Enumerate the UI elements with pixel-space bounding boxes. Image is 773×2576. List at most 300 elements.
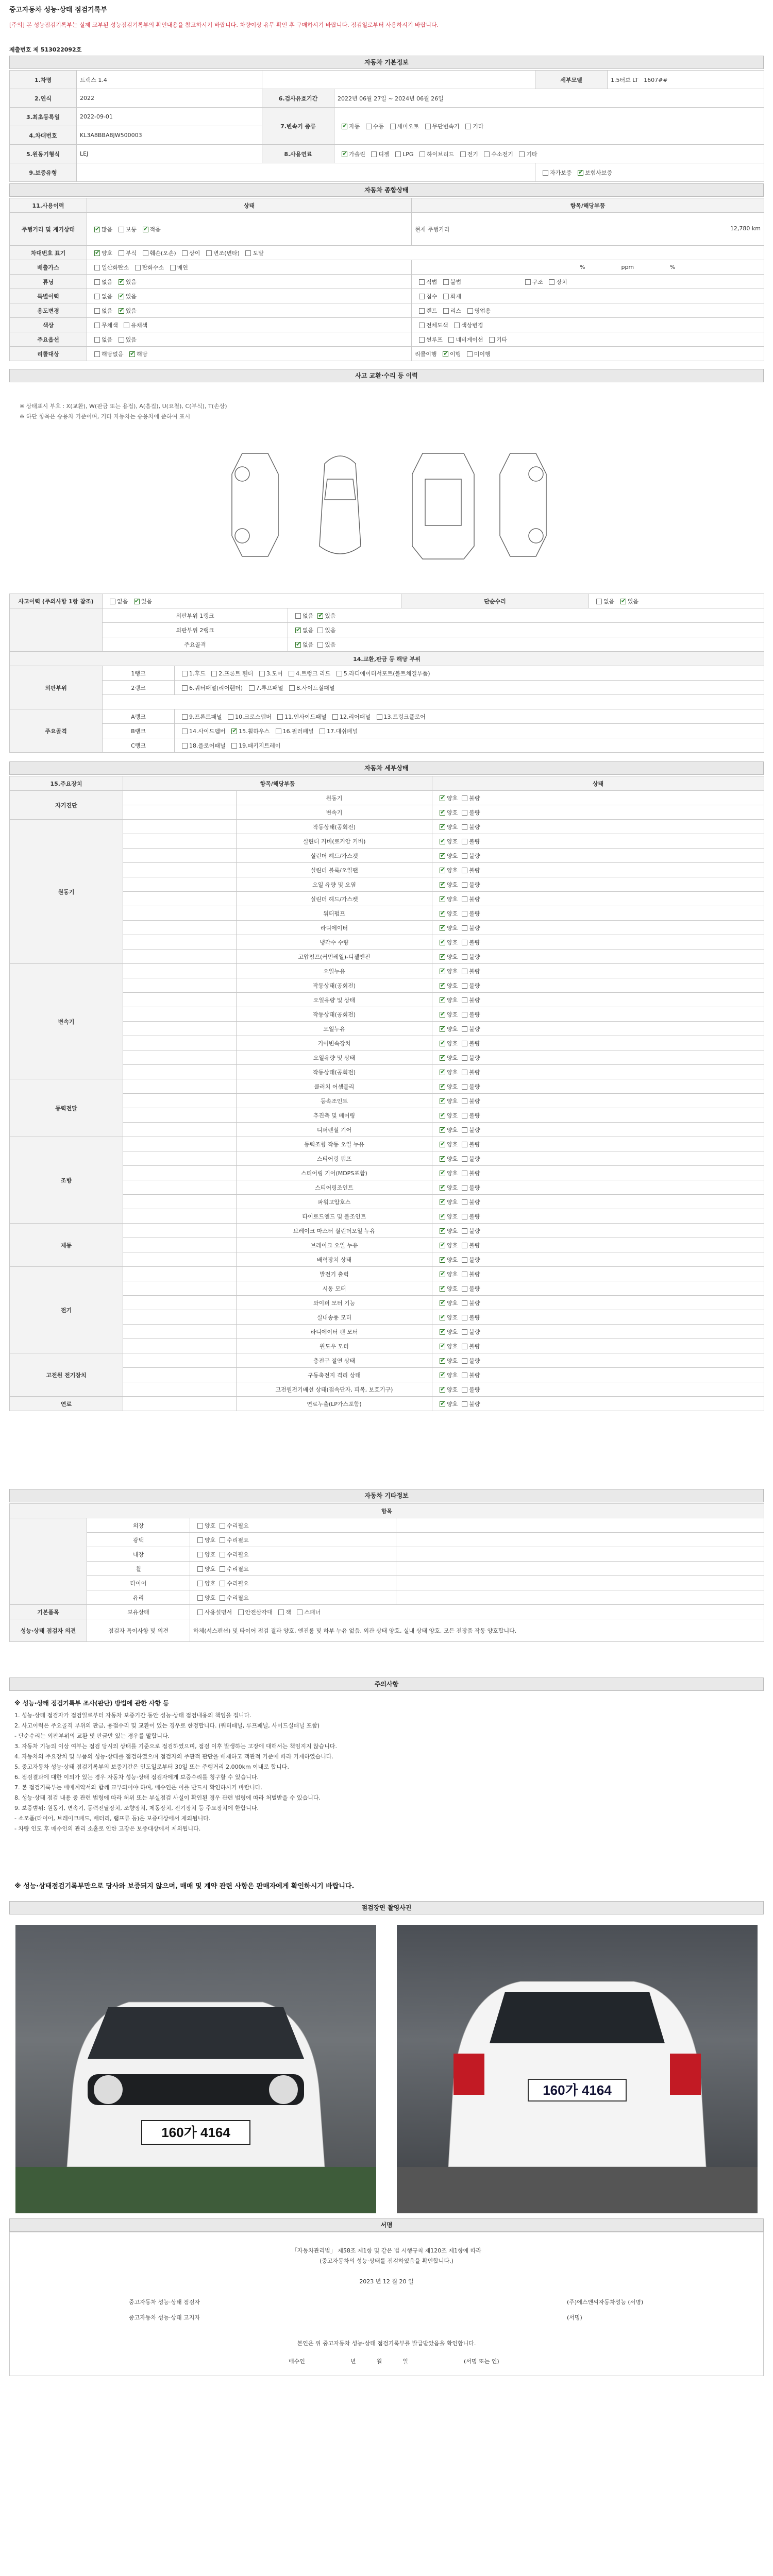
detail-sub-blank	[123, 1339, 237, 1353]
label-special: 특별이력	[10, 289, 87, 303]
checkbox-part-9[interactable]	[182, 714, 188, 720]
checkbox-part-13[interactable]	[377, 714, 382, 720]
checkbox-bad[interactable]	[462, 839, 467, 844]
checkbox-ok[interactable]	[440, 1315, 445, 1320]
checkbox-part-5[interactable]	[337, 671, 342, 676]
checkbox-repair-none[interactable]	[596, 599, 602, 604]
checkbox-part-3[interactable]	[259, 671, 265, 676]
checkbox-ok[interactable]	[440, 1185, 445, 1191]
other-row-3: 내장	[87, 1547, 190, 1562]
checkbox-ok[interactable]	[440, 1156, 445, 1162]
checkbox-bad[interactable]	[462, 795, 467, 801]
checkbox-bad[interactable]	[462, 1041, 467, 1046]
checkbox-bad[interactable]	[462, 954, 467, 960]
detail-item-label: 발전기 출력	[237, 1267, 432, 1281]
checkbox-special-none[interactable]	[94, 294, 100, 299]
opt-o3-repair: 수리필요	[227, 1551, 249, 1558]
grade-outer: 외판부위	[10, 666, 103, 709]
detail-row	[10, 1382, 764, 1397]
checkbox-diesel[interactable]	[371, 151, 377, 157]
checkbox-bad[interactable]	[462, 940, 467, 945]
checkbox-full-paint[interactable]	[419, 323, 425, 328]
opt-few: 적음	[149, 226, 161, 233]
checkbox-ok[interactable]	[440, 983, 445, 989]
photo-front	[15, 1925, 376, 2213]
checkbox-part-19[interactable]	[231, 743, 237, 749]
checkbox-ok[interactable]	[440, 997, 445, 1003]
checkbox-r3-have[interactable]	[317, 642, 323, 648]
checkbox-bad[interactable]	[462, 1243, 467, 1248]
detail-item-status	[432, 834, 764, 849]
opt-bad: 불량	[469, 968, 480, 975]
checkbox-ok[interactable]	[440, 1243, 445, 1248]
detail-item-status	[432, 877, 764, 892]
checkbox-ok[interactable]	[440, 1344, 445, 1349]
checkbox-hc[interactable]	[135, 265, 141, 270]
checkbox-self-warranty[interactable]	[543, 170, 548, 176]
detail-item-status	[432, 1065, 764, 1079]
opt-bad: 불량	[469, 838, 480, 845]
checkbox-r3-none[interactable]	[295, 642, 301, 648]
checkbox-jack[interactable]	[278, 1609, 284, 1615]
checkbox-bad[interactable]	[462, 1401, 467, 1407]
checkbox-bad[interactable]	[462, 1272, 467, 1277]
emission-options	[87, 260, 412, 275]
checkbox-bad[interactable]	[462, 853, 467, 859]
checkbox-r2-none[interactable]	[295, 628, 301, 633]
opt-legal: 적법	[426, 278, 438, 285]
checkbox-bad[interactable]	[462, 882, 467, 888]
opinion-text: 하체(서스펜션) 및 타이어 점검 결과 양호, 엔진룸 및 하부 누유 없음. 외관 상태 양호, 실내 상태 양호. 모든 전장품 작동 양호합니다.	[190, 1619, 764, 1642]
checkbox-bad[interactable]	[462, 1113, 467, 1118]
col-usage: 11.사용이력	[10, 198, 87, 213]
checkbox-many[interactable]	[94, 227, 100, 232]
opt-opt-other: 기타	[496, 336, 508, 343]
opt-usage-have: 있음	[125, 307, 137, 314]
checkbox-part-10[interactable]	[228, 714, 233, 720]
checkbox-vin-rust[interactable]	[119, 250, 124, 256]
detail-item-label: 스티어링 기어(MDPS포함)	[237, 1166, 432, 1180]
checkbox-o1-good[interactable]	[197, 1523, 203, 1529]
checkbox-part-16[interactable]	[276, 728, 281, 734]
checkbox-bad[interactable]	[462, 896, 467, 902]
checkbox-vin-paint[interactable]	[245, 250, 251, 256]
checkbox-triangle[interactable]	[238, 1609, 244, 1615]
opt-special-none: 없음	[102, 293, 113, 300]
checkbox-bad[interactable]	[462, 983, 467, 989]
checkbox-bad[interactable]	[462, 1344, 467, 1349]
checkbox-r2-have[interactable]	[317, 628, 323, 633]
checkbox-part-6[interactable]	[182, 685, 188, 691]
detail-group-name: 조향	[10, 1137, 123, 1224]
checkbox-ok[interactable]	[440, 1012, 445, 1018]
checkbox-vin-alter[interactable]	[206, 250, 212, 256]
checkbox-bad[interactable]	[462, 1257, 467, 1263]
checkbox-ok[interactable]	[440, 1257, 445, 1263]
checkbox-bad[interactable]	[462, 1012, 467, 1018]
grade-rank2: 2랭크	[103, 681, 175, 695]
checkbox-repair-have[interactable]	[620, 599, 626, 604]
checkbox-manual-book[interactable]	[197, 1609, 203, 1615]
checkbox-bad[interactable]	[462, 1300, 467, 1306]
other-row-1-note	[396, 1518, 764, 1533]
checkbox-ok[interactable]	[440, 1127, 445, 1133]
checkbox-vin-damage[interactable]	[143, 250, 148, 256]
checkbox-bad[interactable]	[462, 1372, 467, 1378]
checkbox-fuel-other[interactable]	[519, 151, 525, 157]
detail-item-label: 고전원전기배선 상태(접속단자, 피복, 보호기구)	[237, 1382, 432, 1397]
checkbox-ok[interactable]	[440, 1329, 445, 1335]
checkbox-insurer-warranty[interactable]	[578, 170, 583, 176]
checkbox-part-15[interactable]	[231, 728, 237, 734]
checkbox-ok[interactable]	[440, 1070, 445, 1075]
checkbox-bad[interactable]	[462, 1228, 467, 1234]
checkbox-accident-have[interactable]	[134, 599, 140, 604]
note-line: 9. 보증범위: 원동기, 변속기, 동력전달장치, 조향장치, 제동장치, 전기장치 등 주요장치에 한합니다.	[14, 1805, 259, 1811]
checkbox-semi[interactable]	[390, 124, 396, 129]
checkbox-part-2[interactable]	[211, 671, 217, 676]
label-mileage: 주행거리 및 계기상태	[10, 213, 87, 246]
usage-options	[87, 303, 412, 318]
checkbox-accident-none[interactable]	[110, 599, 115, 604]
checkbox-hydrogen[interactable]	[484, 151, 490, 157]
detail-item-label: 작동상태(공회전)	[237, 1065, 432, 1079]
sign-law: 「자동차관리법」 제58조 제1항 및 같은 법 시행규칙 제120조 제1항에 따라	[291, 2247, 482, 2254]
checkbox-flood[interactable]	[419, 294, 425, 299]
checkbox-recall-notdone[interactable]	[467, 351, 473, 357]
checkbox-options-none[interactable]	[94, 337, 100, 343]
checkbox-bad[interactable]	[462, 1084, 467, 1090]
checkbox-auto[interactable]	[342, 124, 347, 129]
warranty-blank	[77, 163, 535, 182]
checkbox-bad[interactable]	[462, 997, 467, 1003]
checkbox-part-7[interactable]	[249, 685, 255, 691]
opt-ok: 양호	[447, 838, 458, 845]
checkbox-chromatic[interactable]	[124, 323, 129, 328]
detail-sub-blank	[123, 1224, 237, 1238]
checkbox-illegal[interactable]	[443, 279, 449, 285]
checkbox-ok[interactable]	[440, 1272, 445, 1277]
detail-item-status	[432, 1353, 764, 1368]
checkbox-bad[interactable]	[462, 810, 467, 816]
detail-item-status	[432, 805, 764, 820]
part-9: 9.프론트패널	[189, 713, 222, 720]
detail-sub-blank	[123, 993, 237, 1007]
checkbox-o6-good[interactable]	[197, 1595, 203, 1601]
label-vin-mark: 차대번호 표기	[10, 246, 87, 260]
checkbox-r1-have[interactable]	[317, 613, 323, 619]
checkbox-o3-repair[interactable]	[220, 1552, 225, 1557]
checkbox-o6-repair[interactable]	[220, 1595, 225, 1601]
checkbox-ok[interactable]	[440, 1084, 445, 1090]
checkbox-structure[interactable]	[525, 279, 531, 285]
checkbox-tuning-have[interactable]	[119, 279, 124, 285]
opt-o5-good: 양호	[205, 1580, 216, 1587]
checkbox-normal[interactable]	[119, 227, 124, 232]
checkbox-ok[interactable]	[440, 1171, 445, 1176]
checkbox-ok[interactable]	[440, 1214, 445, 1219]
checkbox-o2-repair[interactable]	[220, 1537, 225, 1543]
checkbox-bad[interactable]	[462, 1315, 467, 1320]
checkbox-o5-repair[interactable]	[220, 1581, 225, 1586]
checkbox-bad[interactable]	[462, 911, 467, 917]
checkbox-electric[interactable]	[460, 151, 466, 157]
checkbox-r1-none[interactable]	[295, 613, 301, 619]
transmission-options	[334, 108, 764, 145]
checkbox-ok[interactable]	[440, 810, 445, 816]
opt-tuning-have: 있음	[125, 278, 137, 285]
checkbox-special-have[interactable]	[119, 294, 124, 299]
color-options	[87, 318, 412, 332]
grade-frame: 주요골격	[10, 709, 103, 753]
checkbox-ok[interactable]	[440, 1041, 445, 1046]
checkbox-gasoline[interactable]	[342, 151, 347, 157]
checkbox-part-4[interactable]	[289, 671, 294, 676]
detail-row	[10, 1310, 764, 1325]
checkbox-recall-done[interactable]	[443, 351, 448, 357]
checkbox-ok[interactable]	[440, 853, 445, 859]
detail-item-label: 작동상태(공회전)	[237, 978, 432, 993]
document-title: 중고자동차 성능·상태 점검기록부	[9, 6, 107, 14]
warranty-options	[535, 163, 764, 182]
checkbox-manual[interactable]	[366, 124, 372, 129]
checkbox-bad[interactable]	[462, 1329, 467, 1335]
detail-row	[10, 1296, 764, 1310]
checkbox-bad[interactable]	[462, 1055, 467, 1061]
checkbox-bad[interactable]	[462, 1142, 467, 1147]
detail-item-status	[432, 1281, 764, 1296]
opt-bad: 불량	[469, 1184, 480, 1191]
opt-r3-none: 없음	[303, 641, 314, 648]
detail-item-status	[432, 906, 764, 921]
checkbox-bad[interactable]	[462, 1387, 467, 1393]
checkbox-usage-have[interactable]	[119, 308, 124, 314]
opt-r1-have: 있음	[325, 612, 336, 619]
checkbox-o4-good[interactable]	[197, 1566, 203, 1572]
checkbox-ok[interactable]	[440, 1372, 445, 1378]
legend-line2: ※ 하단 항목은 승용차 기준이며, 기타 자동차는 승용차에 준하여 표시	[20, 413, 191, 420]
notice-text: [주의] 본 성능점검기록부는 실제 교부된 성능점검기록부의 확인내용을 참고하시기 바랍니다. 차량이상 유무 확인 후 구매하시기 바랍니다. 점검일로부터 사용하시기 바랍니다.	[9, 22, 439, 28]
part-15: 15.휠하우스	[239, 727, 270, 735]
checkbox-part-8[interactable]	[289, 685, 295, 691]
checkbox-bad[interactable]	[462, 868, 467, 873]
detail-sub-blank	[123, 1151, 237, 1166]
checkbox-ok[interactable]	[440, 1286, 445, 1292]
checkbox-spanner[interactable]	[297, 1609, 303, 1615]
checkbox-bad[interactable]	[462, 1026, 467, 1032]
checkbox-color-change[interactable]	[454, 323, 460, 328]
checkbox-fire[interactable]	[443, 294, 449, 299]
detail-item-label: 시동 모터	[237, 1281, 432, 1296]
label-accident-history: 사고이력 (주의사항 1항 참조)	[10, 594, 103, 608]
label-first-reg: 3.최초등록일	[10, 108, 77, 126]
detail-item-label: 충전구 절연 상태	[237, 1353, 432, 1368]
checkbox-ok[interactable]	[440, 824, 445, 830]
accident-rank-header	[10, 608, 103, 652]
checkbox-bad[interactable]	[462, 1199, 467, 1205]
opt-r2-none: 없음	[303, 626, 314, 634]
checkbox-other[interactable]	[465, 124, 471, 129]
checkbox-vin-diff[interactable]	[182, 250, 188, 256]
checkbox-bad[interactable]	[462, 1171, 467, 1176]
opt-bad: 불량	[469, 996, 480, 1004]
grade-a-parts	[175, 709, 764, 724]
checkbox-part-17[interactable]	[320, 728, 325, 734]
checkbox-lpg[interactable]	[395, 151, 401, 157]
detail-group-name: 변속기	[10, 964, 123, 1079]
checkbox-part-18[interactable]	[182, 743, 188, 749]
checkbox-ok[interactable]	[440, 882, 445, 888]
opt-rent: 렌트	[426, 307, 438, 314]
detail-item-label: 워터펌프	[237, 906, 432, 921]
checkbox-ok[interactable]	[440, 1098, 445, 1104]
detail-sub-blank	[123, 921, 237, 935]
checkbox-bad[interactable]	[462, 824, 467, 830]
opt-o2-good: 양호	[205, 1536, 216, 1544]
detail-item-label: 와이퍼 모터 기능	[237, 1296, 432, 1310]
section-accident: 사고 교환·수리 등 이력	[9, 369, 764, 382]
checkbox-bad[interactable]	[462, 1127, 467, 1133]
checkbox-ok[interactable]	[440, 1142, 445, 1147]
checkbox-bad[interactable]	[462, 1185, 467, 1191]
checkbox-device[interactable]	[549, 279, 554, 285]
checkbox-smoke[interactable]	[170, 265, 176, 270]
section-sign: 서명	[9, 2218, 764, 2232]
checkbox-bad[interactable]	[462, 925, 467, 931]
checkbox-ok[interactable]	[440, 969, 445, 974]
opt-navi: 네비게이션	[456, 336, 483, 343]
checkbox-sunroof[interactable]	[419, 337, 425, 343]
detail-sub-blank	[123, 791, 237, 805]
checkbox-part-1[interactable]	[182, 671, 188, 676]
checkbox-part-12[interactable]	[332, 714, 338, 720]
checkbox-o1-repair[interactable]	[220, 1523, 225, 1529]
checkbox-ok[interactable]	[440, 1300, 445, 1306]
detail-row	[10, 863, 764, 877]
checkbox-bad[interactable]	[462, 1070, 467, 1075]
checkbox-o3-good[interactable]	[197, 1552, 203, 1557]
checkbox-bad[interactable]	[462, 1358, 467, 1364]
opt-ok: 양호	[447, 924, 458, 931]
checkbox-o2-good[interactable]	[197, 1537, 203, 1543]
detail-item-status	[432, 820, 764, 834]
checkbox-business[interactable]	[467, 308, 473, 314]
checkbox-tuning-none[interactable]	[94, 279, 100, 285]
checkbox-ok[interactable]	[440, 911, 445, 917]
sign-law2: (중고자동차의 성능·상태를 점검하였음을 확인합니다.)	[320, 2258, 453, 2264]
checkbox-ok[interactable]	[440, 1401, 445, 1407]
opt-recall-none: 해당없음	[102, 350, 124, 358]
checkbox-bad[interactable]	[462, 1286, 467, 1292]
opt-tuning-none: 없음	[102, 278, 113, 285]
checkbox-ok[interactable]	[440, 795, 445, 801]
checkbox-legal[interactable]	[419, 279, 425, 285]
checkbox-rent[interactable]	[419, 308, 425, 314]
grade-rank2-parts	[175, 681, 764, 695]
detail-item-label: 구동축전지 격리 상태	[237, 1368, 432, 1382]
label-recall: 리콜대상	[10, 347, 87, 361]
checkbox-part-14[interactable]	[182, 728, 188, 734]
detail-row	[10, 1397, 764, 1411]
checkbox-ok[interactable]	[440, 839, 445, 844]
checkbox-recall-none[interactable]	[94, 351, 100, 357]
checkbox-cvt[interactable]	[425, 124, 431, 129]
detail-sub-blank	[123, 1065, 237, 1079]
other-row-2-note	[396, 1533, 764, 1547]
checkbox-few[interactable]	[143, 227, 148, 232]
checkbox-achromatic[interactable]	[94, 323, 100, 328]
checkbox-ok[interactable]	[440, 868, 445, 873]
checkbox-opt-other[interactable]	[489, 337, 495, 343]
checkbox-ok[interactable]	[440, 925, 445, 931]
detail-sub-blank	[123, 1209, 237, 1224]
opt-hydrogen: 수소전기	[491, 150, 513, 158]
opt-co: 일산화탄소	[102, 264, 129, 271]
emission-units	[412, 260, 764, 275]
checkbox-co[interactable]	[94, 265, 100, 270]
checkbox-bad[interactable]	[462, 1098, 467, 1104]
checkbox-ok[interactable]	[440, 940, 445, 945]
checkbox-usage-none[interactable]	[94, 308, 100, 314]
detail-group-name: 원동기	[10, 820, 123, 964]
checkbox-ok[interactable]	[440, 1358, 445, 1364]
checkbox-recall-have[interactable]	[129, 351, 135, 357]
detail-item-label: 오일누유	[237, 964, 432, 978]
checkbox-ok[interactable]	[440, 1026, 445, 1032]
checkbox-ok[interactable]	[440, 1055, 445, 1061]
opt-bad: 불량	[469, 809, 480, 816]
detail-sub-blank	[123, 950, 237, 964]
checkbox-ok[interactable]	[440, 1387, 445, 1393]
special-detail	[412, 289, 764, 303]
other-row-3-note	[396, 1547, 764, 1562]
checkbox-navi[interactable]	[448, 337, 454, 343]
part-13: 13.트렁크플로어	[383, 713, 426, 720]
checkbox-o5-good[interactable]	[197, 1581, 203, 1586]
checkbox-ok[interactable]	[440, 1199, 445, 1205]
checkbox-ok[interactable]	[440, 1113, 445, 1118]
checkbox-bad[interactable]	[462, 1156, 467, 1162]
opt-ok: 양호	[447, 982, 458, 989]
checkbox-lease[interactable]	[443, 308, 449, 314]
checkbox-ok[interactable]	[440, 954, 445, 960]
opt-spanner: 스패너	[304, 1608, 321, 1616]
opt-r2-have: 있음	[325, 626, 336, 634]
checkbox-ok[interactable]	[440, 896, 445, 902]
detail-item-status	[432, 863, 764, 877]
opt-ok: 양호	[447, 1054, 458, 1061]
opt-o3-good: 양호	[205, 1551, 216, 1558]
detail-item-label: 스티어링 펌프	[237, 1151, 432, 1166]
checkbox-ok[interactable]	[440, 1228, 445, 1234]
part-16: 16.필러패널	[282, 727, 314, 735]
detail-item-label: 오일누유	[237, 1022, 432, 1036]
detail-item-label: 파워고압호스	[237, 1195, 432, 1209]
detail-sub-blank	[123, 1368, 237, 1382]
opt-ok: 양호	[447, 1357, 458, 1364]
detail-item-status	[432, 1108, 764, 1123]
grade-rank1: 1랭크	[103, 666, 175, 681]
checkbox-o4-repair[interactable]	[220, 1566, 225, 1572]
checkbox-part-11[interactable]	[277, 714, 283, 720]
checkbox-bad[interactable]	[462, 969, 467, 974]
number-label: 제출번호 제	[9, 46, 39, 53]
checkbox-bad[interactable]	[462, 1214, 467, 1219]
checkbox-vin-good[interactable]	[94, 250, 100, 256]
checkbox-hybrid[interactable]	[419, 151, 425, 157]
opt-ok: 양호	[447, 1386, 458, 1393]
checkbox-options-have[interactable]	[119, 337, 124, 343]
